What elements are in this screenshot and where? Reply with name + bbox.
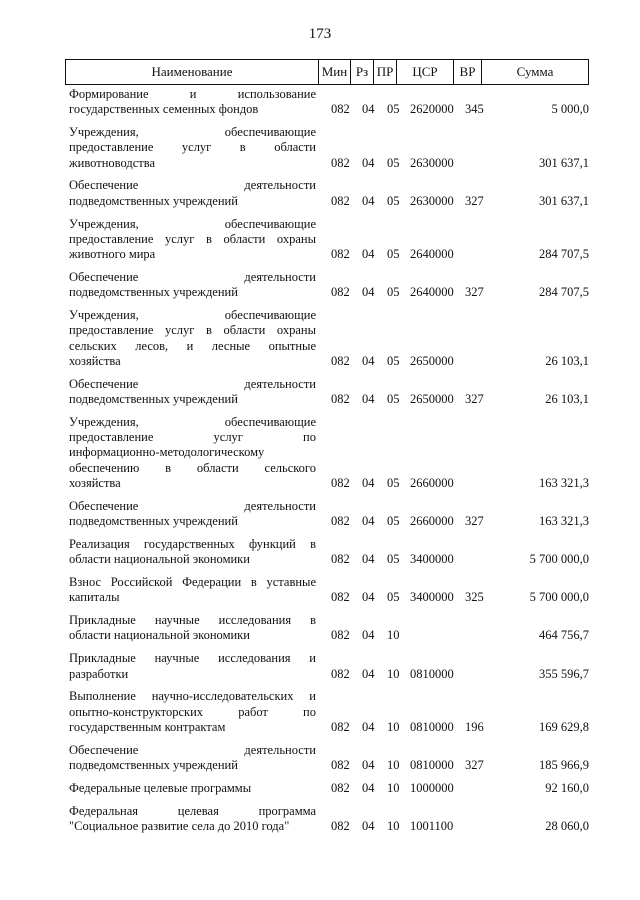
row-min: 082 <box>331 514 350 529</box>
row-name-line: Федеральные целевые программы <box>69 780 252 795</box>
row-name-line: подведомственных учреждений <box>69 193 238 208</box>
row-pr: 05 <box>387 514 400 529</box>
row-name-line: животноводства <box>69 155 155 170</box>
row-name <box>69 575 316 606</box>
row-sum: 5 700 000,0 <box>529 552 589 567</box>
row-min: 082 <box>331 193 350 208</box>
row-vr: 327 <box>465 392 484 407</box>
row-name <box>69 415 316 491</box>
row-name-line: Прикладные научные исследования в <box>69 613 316 628</box>
header-name: Наименование <box>151 64 233 79</box>
row-name <box>69 781 316 796</box>
row-rz: 04 <box>362 666 375 681</box>
row-rz: 04 <box>362 590 375 605</box>
table-row <box>0 270 640 301</box>
header-rz: Рз <box>355 64 369 79</box>
row-name-line: подведомственных учреждений <box>69 285 238 300</box>
page-number: 173 <box>308 26 332 42</box>
row-rz: 04 <box>362 476 375 491</box>
row-rz: 04 <box>362 719 375 734</box>
row-csr: 3400000 <box>410 552 454 567</box>
row-csr: 2640000 <box>410 285 454 300</box>
row-name <box>69 689 316 735</box>
row-csr: 0810000 <box>410 719 454 734</box>
table-row <box>0 415 640 492</box>
row-name-line: животного мира <box>69 247 156 262</box>
row-csr: 2660000 <box>410 476 454 491</box>
table-row <box>0 781 640 796</box>
row-sum: 301 637,1 <box>539 193 589 208</box>
row-sum: 301 637,1 <box>539 155 589 170</box>
table-row <box>0 308 640 369</box>
row-csr: 1001100 <box>410 818 454 833</box>
table-row <box>0 377 640 408</box>
table-row <box>0 499 640 530</box>
row-min: 082 <box>331 392 350 407</box>
row-vr: 327 <box>465 758 484 772</box>
row-csr: 2650000 <box>410 392 454 407</box>
row-sum: 26 103,1 <box>545 392 589 407</box>
row-csr: 2650000 <box>410 353 454 368</box>
row-vr: 327 <box>465 285 484 300</box>
table-row <box>0 125 640 171</box>
row-name-line: подведомственных учреждений <box>69 758 238 772</box>
row-sum: 355 596,7 <box>539 666 589 681</box>
row-name-line: Реализация государственных функций в <box>69 536 316 551</box>
row-name-line: предоставление услуг в области охраны <box>69 231 316 246</box>
row-name-line: предоставление услуг в области <box>69 140 316 155</box>
row-pr: 10 <box>387 780 400 795</box>
row-name <box>69 804 316 835</box>
row-name-line: области национальной экономики <box>69 552 250 567</box>
row-name <box>69 308 316 369</box>
table-row <box>0 178 640 209</box>
row-pr: 10 <box>387 628 400 643</box>
row-name-line: информационно-методологическому <box>69 445 265 460</box>
row-sum: 169 629,8 <box>539 719 589 734</box>
row-rz: 04 <box>362 514 375 529</box>
row-vr: 345 <box>465 102 484 117</box>
row-name-line: Обеспечение деятельности <box>69 498 316 513</box>
row-name <box>69 87 316 118</box>
row-sum: 185 966,9 <box>539 758 589 772</box>
header-csr: ЦСР <box>412 64 438 79</box>
row-name-line: опытно-конструкторских работ по <box>69 704 316 719</box>
row-name-line: Взнос Российской Федерации в уставные <box>69 575 316 590</box>
row-min: 082 <box>331 590 350 605</box>
row-name <box>69 377 316 408</box>
header-vr: ВР <box>459 64 476 79</box>
row-rz: 04 <box>362 780 375 795</box>
row-name-line: Обеспечение деятельности <box>69 269 316 284</box>
table-row <box>0 651 640 682</box>
row-name-line: государственным контрактам <box>69 719 226 734</box>
row-name-line: области национальной экономики <box>69 628 250 643</box>
row-name-line: Прикладные научные исследования и <box>69 651 316 666</box>
header-pr: ПР <box>376 64 394 79</box>
row-pr: 05 <box>387 590 400 605</box>
row-csr: 0810000 <box>410 666 454 681</box>
row-rz: 04 <box>362 818 375 833</box>
row-rz: 04 <box>362 353 375 368</box>
row-sum: 163 321,3 <box>539 476 589 491</box>
row-min: 082 <box>331 818 350 833</box>
row-name-line: подведомственных учреждений <box>69 392 238 407</box>
row-pr: 10 <box>387 666 400 681</box>
row-sum: 92 160,0 <box>545 780 589 795</box>
row-min: 082 <box>331 780 350 795</box>
row-csr: 2630000 <box>410 193 454 208</box>
row-name-line: капиталы <box>69 590 120 605</box>
row-csr: 1000000 <box>410 780 454 795</box>
row-rz: 04 <box>362 285 375 300</box>
header-min: Мин <box>321 64 348 79</box>
row-csr: 2630000 <box>410 155 454 170</box>
row-min: 082 <box>331 285 350 300</box>
row-name <box>69 743 316 774</box>
row-name-line: Учреждения, обеспечивающие <box>69 216 316 231</box>
row-csr: 2620000 <box>410 102 454 117</box>
row-pr: 05 <box>387 155 400 170</box>
row-pr: 05 <box>387 285 400 300</box>
table-header <box>65 59 589 85</box>
row-name-line: государственных семенных фондов <box>69 102 259 117</box>
row-min: 082 <box>331 758 350 772</box>
row-vr: 327 <box>465 514 484 529</box>
row-name-line: Учреждения, обеспечивающие <box>69 414 316 429</box>
row-min: 082 <box>331 552 350 567</box>
row-pr: 05 <box>387 247 400 262</box>
table-row <box>0 613 640 644</box>
row-name <box>69 651 316 682</box>
table-row <box>0 743 640 774</box>
row-vr: 325 <box>465 590 484 605</box>
row-name-line: Выполнение научно-исследовательских и <box>69 689 316 704</box>
row-rz: 04 <box>362 628 375 643</box>
row-name-line: хозяйства <box>69 353 121 368</box>
row-pr: 05 <box>387 552 400 567</box>
row-name-line: Обеспечение деятельности <box>69 376 316 391</box>
row-min: 082 <box>331 155 350 170</box>
row-pr: 05 <box>387 102 400 117</box>
row-name <box>69 270 316 301</box>
row-name <box>69 125 316 171</box>
row-vr: 196 <box>465 719 484 734</box>
row-sum: 284 707,5 <box>539 247 589 262</box>
row-csr: 0810000 <box>410 758 454 772</box>
table-row <box>0 804 640 835</box>
row-name-line: предоставление услуг в области охраны <box>69 323 316 338</box>
row-vr: 327 <box>465 193 484 208</box>
row-min: 082 <box>331 666 350 681</box>
header-sum: Сумма <box>516 64 554 79</box>
row-csr: 3400000 <box>410 590 454 605</box>
row-rz: 04 <box>362 758 375 772</box>
row-min: 082 <box>331 247 350 262</box>
row-rz: 04 <box>362 392 375 407</box>
row-sum: 28 060,0 <box>545 818 589 833</box>
row-name-line: Обеспечение деятельности <box>69 178 316 193</box>
row-csr: 2640000 <box>410 247 454 262</box>
row-rz: 04 <box>362 193 375 208</box>
row-sum: 163 321,3 <box>539 514 589 529</box>
row-name-line: подведомственных учреждений <box>69 514 238 529</box>
row-name-line: Учреждения, обеспечивающие <box>69 308 316 323</box>
row-name-line: "Социальное развитие села до 2010 года" <box>69 818 290 833</box>
row-csr: 2660000 <box>410 514 454 529</box>
row-pr: 05 <box>387 392 400 407</box>
row-sum: 5 700 000,0 <box>529 590 589 605</box>
row-name-line: Учреждения, обеспечивающие <box>69 125 316 140</box>
row-name-line: Обеспечение деятельности <box>69 742 316 757</box>
table-row <box>0 217 640 263</box>
row-sum: 464 756,7 <box>539 628 589 643</box>
row-name <box>69 217 316 263</box>
row-name-line: сельских лесов, и лесные опытные <box>69 338 316 353</box>
row-rz: 04 <box>362 247 375 262</box>
row-name <box>69 499 316 530</box>
row-name-line: Федеральная целевая программа <box>69 803 316 818</box>
row-min: 082 <box>331 353 350 368</box>
row-min: 082 <box>331 476 350 491</box>
row-rz: 04 <box>362 102 375 117</box>
row-min: 082 <box>331 719 350 734</box>
row-pr: 10 <box>387 719 400 734</box>
row-name-line: предоставление услуг по <box>69 430 316 445</box>
row-name-line: хозяйства <box>69 476 121 491</box>
row-rz: 04 <box>362 155 375 170</box>
row-pr: 10 <box>387 818 400 833</box>
row-pr: 10 <box>387 758 400 772</box>
table-row <box>0 575 640 606</box>
row-sum: 26 103,1 <box>545 353 589 368</box>
row-min: 082 <box>331 102 350 117</box>
row-name-line: обеспечению в области сельского <box>69 460 316 475</box>
table-row <box>0 87 640 118</box>
table-row <box>0 689 640 735</box>
row-sum: 284 707,5 <box>539 285 589 300</box>
row-sum: 5 000,0 <box>551 102 589 117</box>
row-name <box>69 537 316 568</box>
row-name-line: разработки <box>69 666 129 681</box>
row-pr: 05 <box>387 193 400 208</box>
row-rz: 04 <box>362 552 375 567</box>
row-pr: 05 <box>387 476 400 491</box>
row-min: 082 <box>331 628 350 643</box>
row-name <box>69 178 316 209</box>
row-pr: 05 <box>387 353 400 368</box>
table-body <box>0 87 640 842</box>
table-row <box>0 537 640 568</box>
row-name-line: Формирование и использование <box>69 87 316 101</box>
row-name <box>69 613 316 644</box>
